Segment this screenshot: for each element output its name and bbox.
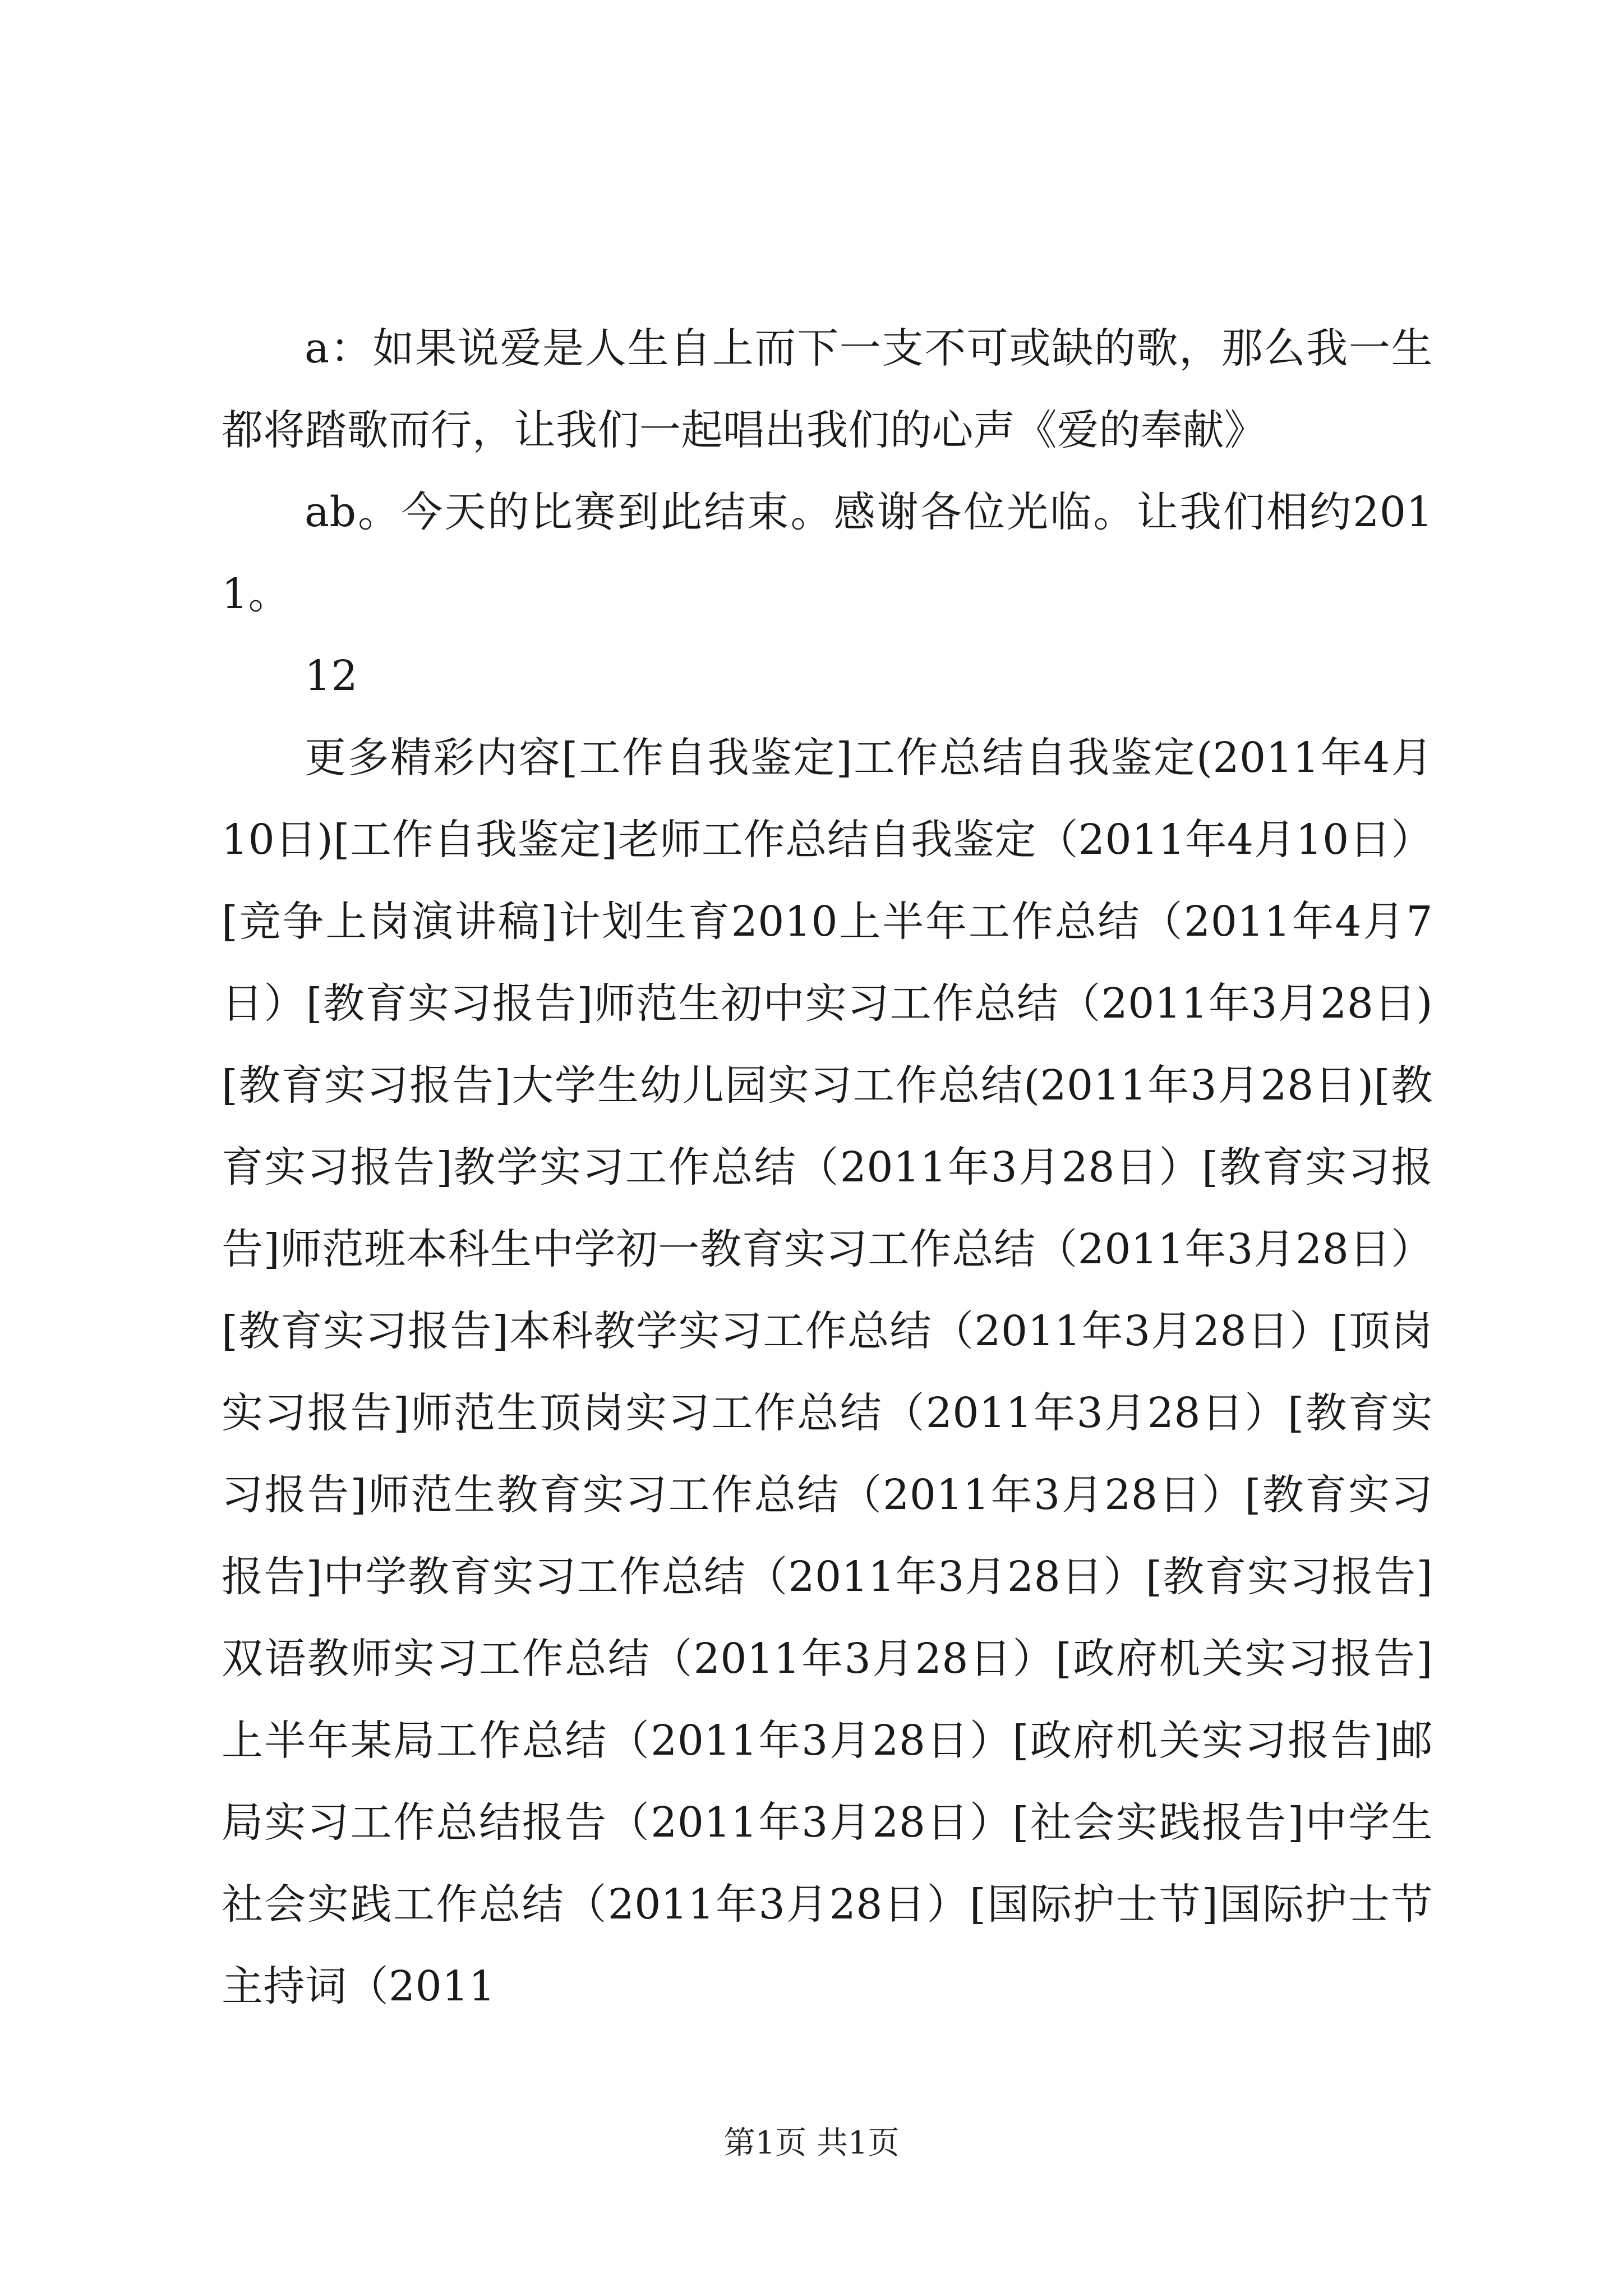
paragraph-related-content: 更多精彩内容[工作自我鉴定]工作总结自我鉴定(2011年4月10日)[工作自我鉴定]老师工作总结自我鉴定（2011年4月10日）[竞争上岗演讲稿]计划生育2010上半年工作总结（2011年4月7日）[教育实习报告]师范生初中实习工作总结（2011年3月28日)[教育实习报告]大学生幼儿园实习工作总结(2011年3月28日)[教育实习报告]教学实习工作总结（2011年3月28日）[教育实习报告]师范班本科生中学初一教育实习工作总结（2011年3月28日）[教育实习报告]本科教学实习工作总结（2011年3月28日）[顶岗实习报告]师范生顶岗实习工作总结（2011年3月28日）[教育实习报告]师范生教育实习工作总结（2011年3月28日）[教育实习报告]中学教育实习工作总结（2011年3月28日）[教育实习报告]双语教师实习工作总结（2011年3月28日）[政府机关实习报告]上半年某局工作总结（2011年3月28日）[政府机关实习报告]邮局实习工作总结报告（2011年3月28日）[社会实践报告]中学生社会实践工作总结（2011年3月28日）[国际护士节]国际护士节主持词（2011 [222, 734, 1433, 2010]
paragraph-farewell: ab。今天的比赛到此结束。感谢各位光临。让我们相约2011。 [222, 488, 1433, 618]
paragraph-number: 12 [305, 652, 358, 700]
paragraph-closing-remarks: a：如果说爱是人生自上而下一支不可或缺的歌，那么我一生都将踏歌而行，让我们一起唱出我们的心声《爱的奉献》 [222, 324, 1433, 454]
page-footer: 第1页 共1页 [723, 2125, 900, 2161]
document-body [222, 307, 1433, 2027]
